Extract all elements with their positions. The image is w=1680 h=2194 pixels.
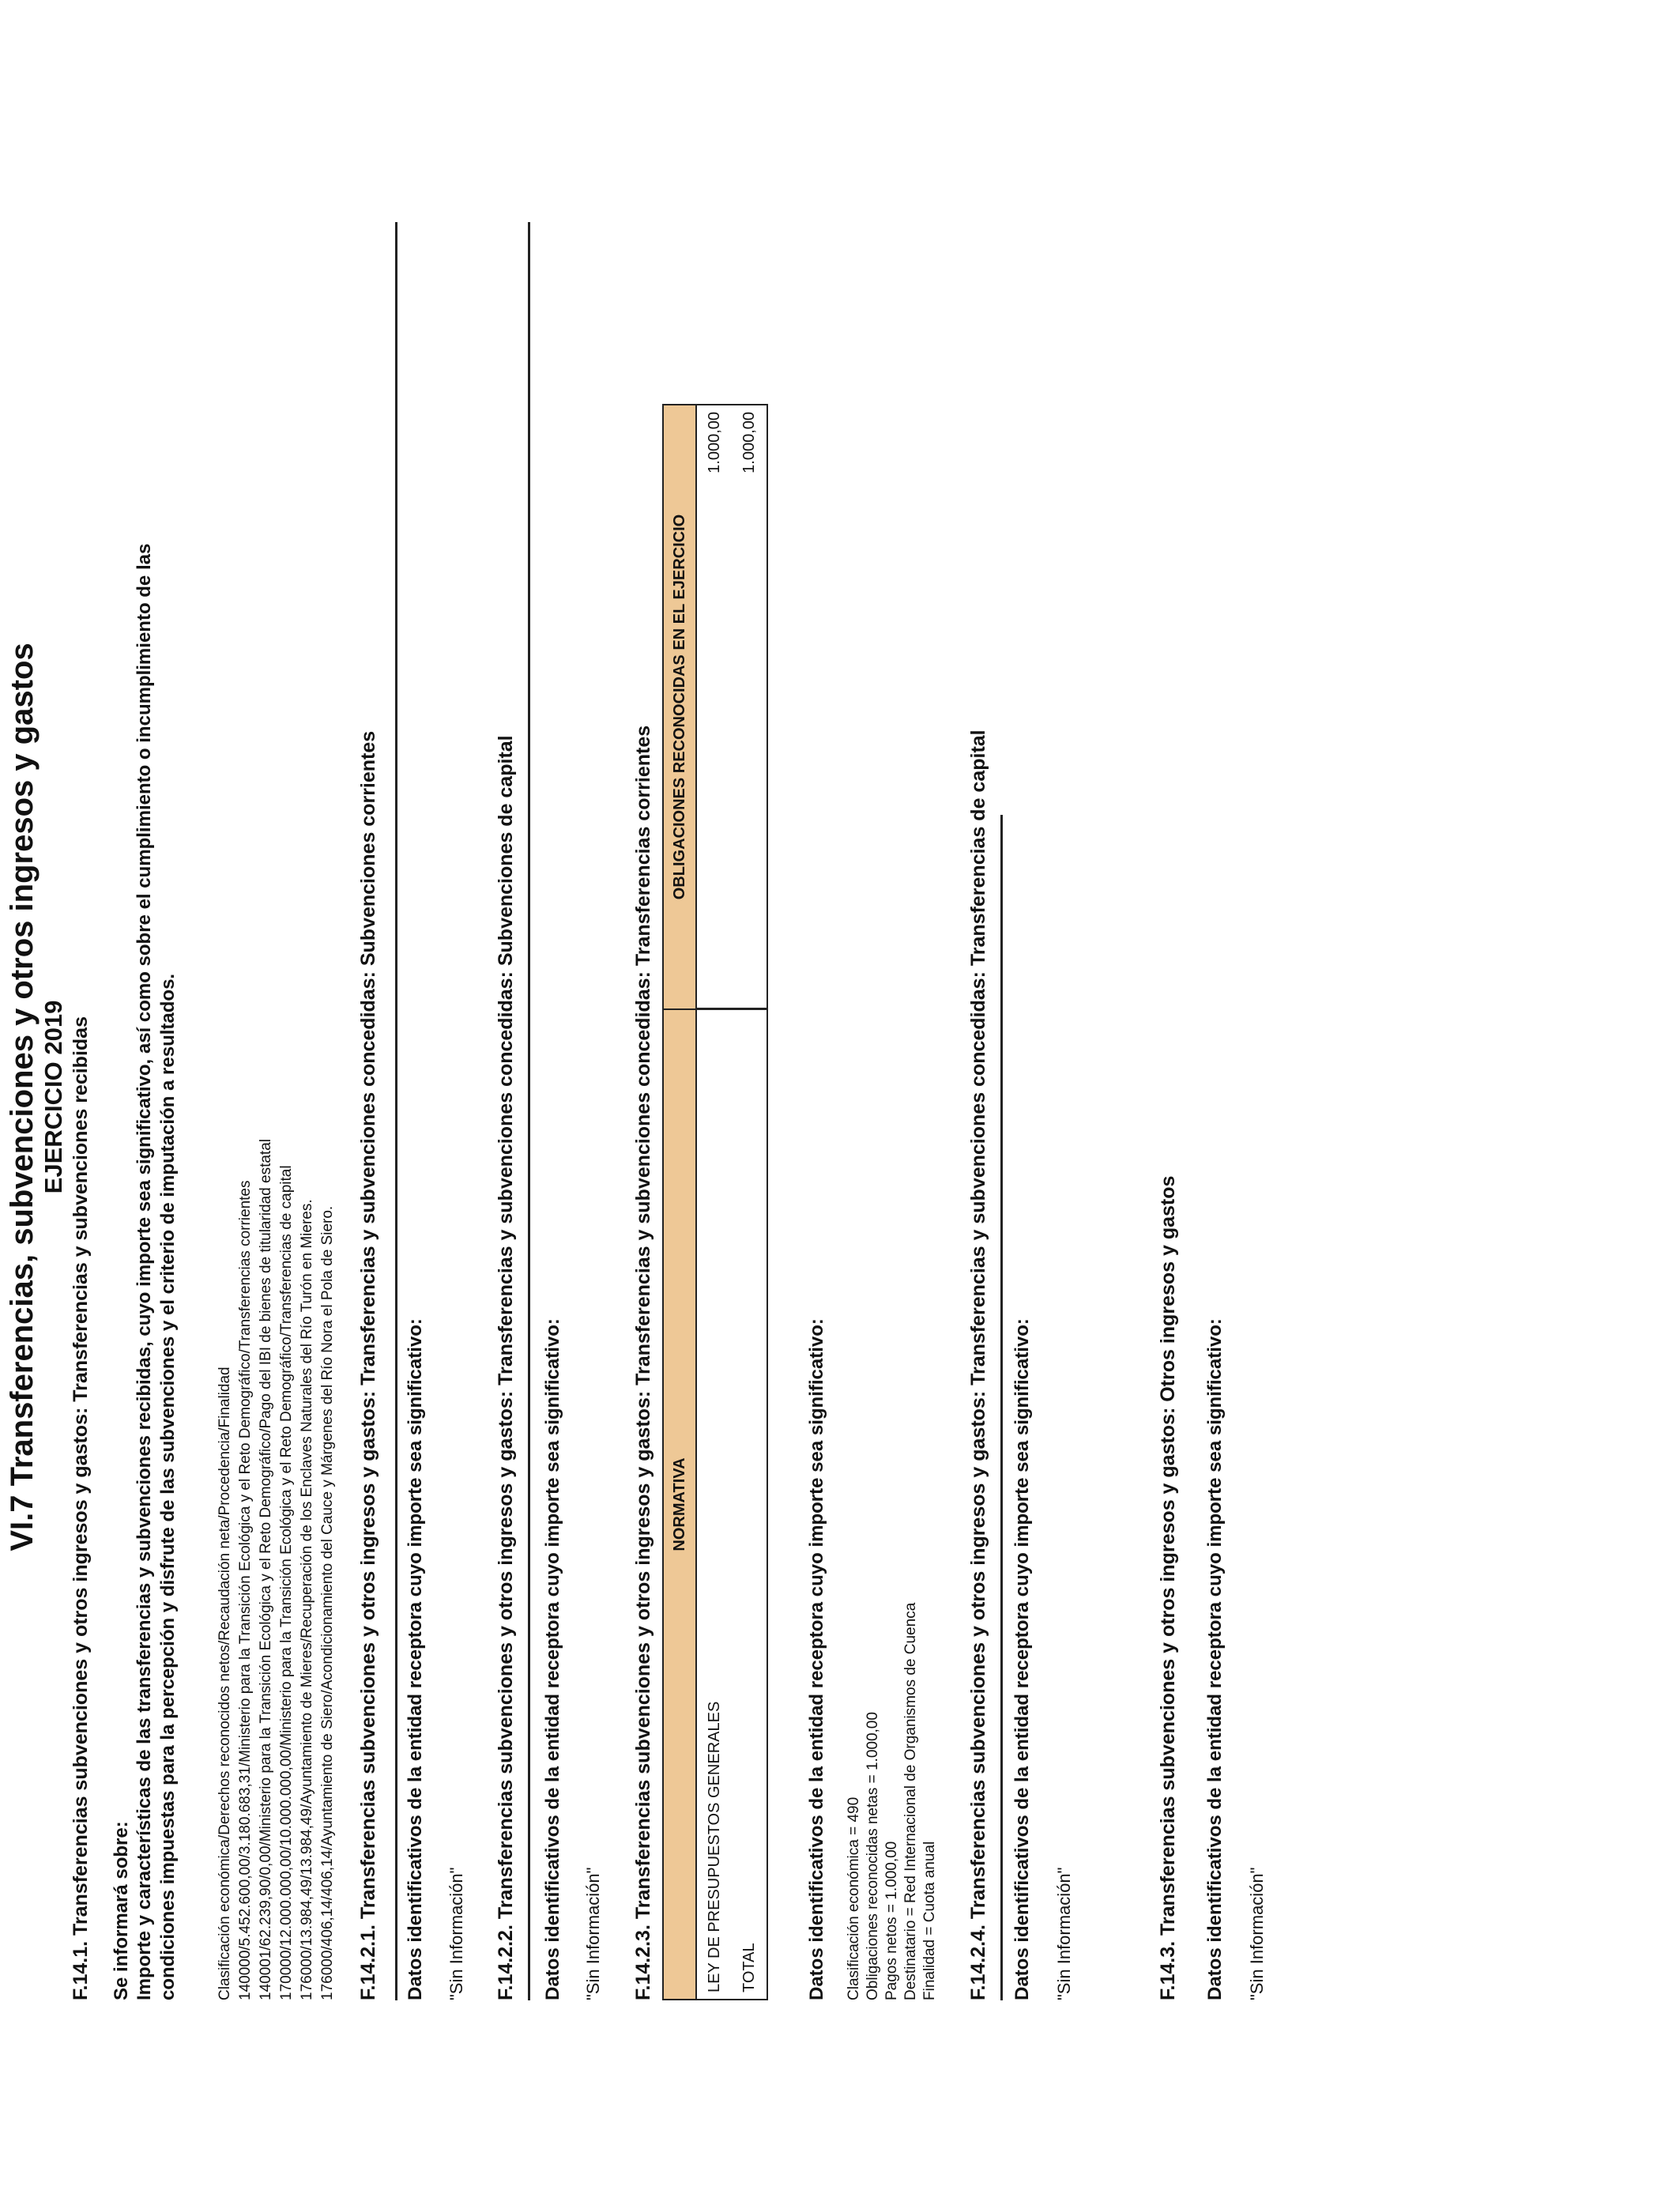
- section-divider: [1000, 815, 1003, 2000]
- datos-label: Datos identificativos de la entidad receptora cuyo importe sea significativo:: [405, 1318, 426, 2000]
- sin-informacion: "Sin Información": [1247, 1867, 1267, 2000]
- sin-informacion: "Sin Información": [446, 1867, 466, 2000]
- total-value-cell: 1.000,00: [732, 405, 767, 1009]
- section-f1422-heading: F.14.2.2. Transferencias subvenciones y otros ingresos y gastos: Transferencias y subvenciones concedidas: Subvenciones de capital: [495, 735, 517, 2000]
- section-f143-heading: F.14.3. Transferencias subvenciones y otros ingresos y gastos: Otros ingresos y gastos: [1157, 1175, 1179, 2000]
- sin-informacion: "Sin Información": [583, 1867, 603, 2000]
- note-line: Clasificación económica/Derechos reconocidos netos/Recaudación neta/Procedencia/Finalidad: [217, 1367, 233, 2000]
- obligaciones-header: OBLIGACIONES RECONOCIDAS EN EL EJERCICIO: [663, 405, 696, 1009]
- detail-line: Destinatario = Red Internacional de Organismos de Cuenca: [902, 1602, 919, 2000]
- section-divider: [395, 222, 397, 2000]
- table-row: [696, 405, 732, 2000]
- datos-label: Datos identificativos de la entidad receptora cuyo importe sea significativo:: [1204, 1318, 1226, 2000]
- section-divider: [528, 222, 530, 2000]
- note-line: 140001/62.239,90/0,00/Ministerio para la Transición Ecológica y el Reto Demográfico/Pago del IBI de bienes de titularidad estatal: [258, 1138, 274, 2000]
- detail-line: Finalidad = Cuota anual: [921, 1841, 938, 2000]
- normativa-header: NORMATIVA: [663, 1009, 696, 2000]
- section-f1424-heading: F.14.2.4. Transferencias subvenciones y otros ingresos y gastos: Transferencias y subvenciones concedidas: Transferencias de capital: [967, 729, 989, 2000]
- detail-line: Clasificación económica = 490: [846, 1796, 862, 2000]
- page-title: VI.7 Transferencias, subvenciones y otros ingresos y gastos: [5, 643, 40, 1551]
- table-row: [732, 405, 767, 2000]
- detail-line: Obligaciones reconocidas netas = 1.000,00: [864, 1712, 881, 2000]
- normativa-cell: LEY DE PRESUPUESTOS GENERALES: [696, 1009, 732, 2000]
- table-header-row: [663, 405, 696, 2000]
- datos-label: Datos identificativos de la entidad receptora cuyo importe sea significativo:: [542, 1318, 563, 2000]
- note-line: 140000/5.452.600,00/3.180.683,31/Ministerio para la Transición Ecológica y el Reto Demográfico/Transferencias corrientes: [237, 1180, 254, 2000]
- obligaciones-cell: 1.000,00: [696, 405, 732, 1009]
- datos-label: Datos identificativos de la entidad receptora cuyo importe sea significativo:: [806, 1318, 827, 2000]
- section-f1423-heading: F.14.2.3. Transferencias subvenciones y otros ingresos y gastos: Transferencias y subvenciones concedidas: Transferencias corrientes: [632, 725, 654, 2000]
- informara-label: Se informará sobre:: [111, 1821, 132, 2000]
- section-f141-heading: F.14.1. Transferencias subvenciones y otros ingresos y gastos: Transferencias y subvenciones recibidas: [70, 1016, 92, 2000]
- note-line: 170000/12.000.000,00/10.000.000,00/Ministerio para la Transición Ecológica y el Reto Demográfico/Transferencias de capital: [278, 1165, 295, 2000]
- ejercicio-label: EJERCICIO 2019: [40, 1000, 67, 1194]
- intro-line: condiciones impuestas para la percepción y disfrute de las subvenciones y el criterio de imputación a resultados.: [157, 973, 179, 2000]
- section-f1421-heading: F.14.2.1. Transferencias subvenciones y otros ingresos y gastos: Transferencias y subvenciones concedidas: Subvenciones corrientes: [357, 730, 379, 2000]
- total-label-cell: TOTAL: [732, 1009, 767, 2000]
- datos-label: Datos identificativos de la entidad receptora cuyo importe sea significativo:: [1011, 1318, 1033, 2000]
- sin-informacion: "Sin Información": [1054, 1867, 1074, 2000]
- normativa-table: [662, 404, 768, 2000]
- note-line: 176000/406,14/406,14/Ayuntamiento de Siero/Acondicionamiento del Cauce y Márgenes del Río Nora el Pola de Siero.: [319, 1205, 336, 2000]
- intro-line: Importe y características de las transferencias y subvenciones recibidas, cuyo importe sea significativo, así como sobre el cumplimiento o incumplimiento de las: [134, 543, 155, 2000]
- note-line: 176000/13.984,49/13.984,49/Ayuntamiento de Mieres/Recuperación de los Enclaves Naturales del Río Turón en Mieres.: [299, 1199, 315, 2000]
- detail-line: Pagos netos = 1.000,00: [883, 1841, 900, 2000]
